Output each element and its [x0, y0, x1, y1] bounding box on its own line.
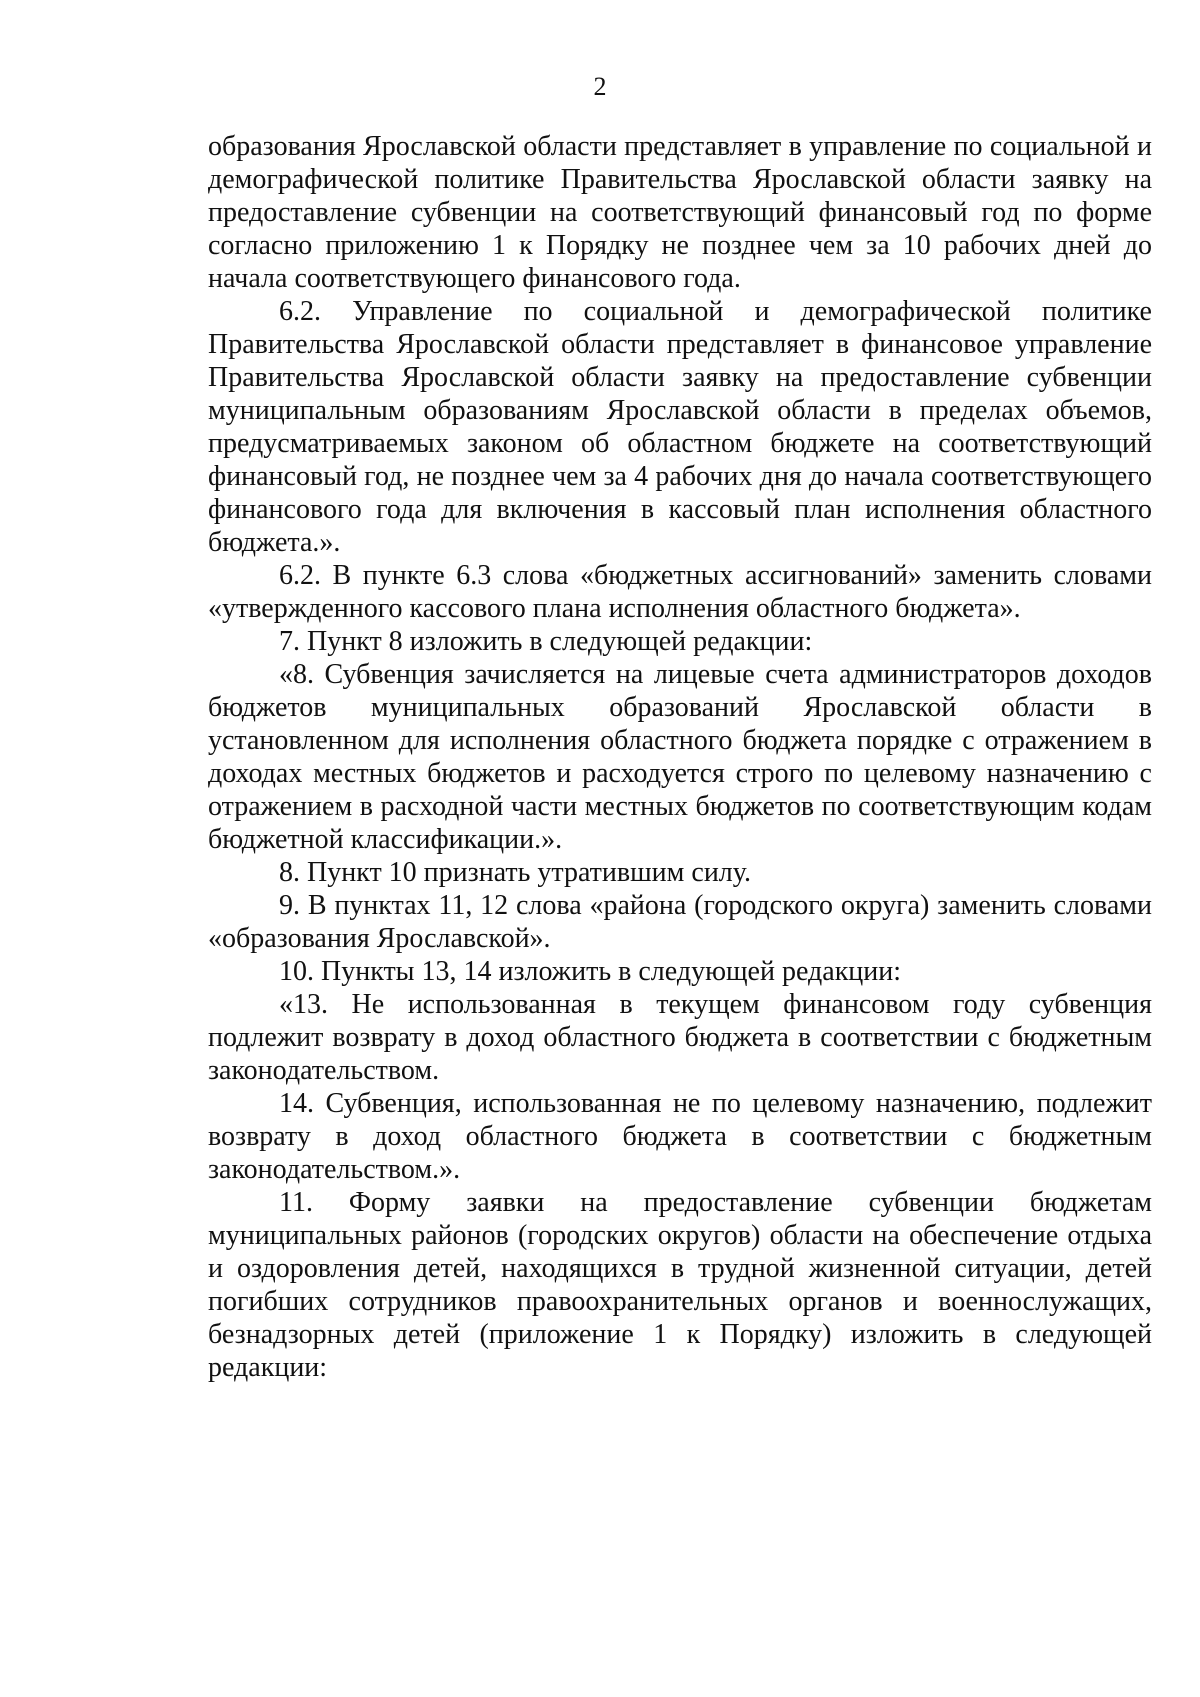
paragraph-13-quote: «13. Не использованная в текущем финансовом году субвенция подлежит возврату в доход областного бюджета в соответствии с бюджетным законодательством. [208, 989, 1152, 1086]
paragraph-9: 9. В пунктах 11, 12 слова «района (городского округа) заменить словами «образования Ярославской». [208, 890, 1152, 954]
paragraph-14-quote: 14. Субвенция, использованная не по целевому назначению, подлежит возврату в доход областного бюджета в соответствии с бюджетным законодательством.». [208, 1088, 1152, 1185]
paragraph-11: 11. Форму заявки на предоставление субвенции бюджетам муниципальных районов (городских округов) области на обеспечение отдыха и оздоровления детей, находящихся в трудной жизненной ситуации, детей погибших сотрудников правоохранительных органов и военнослужащих, безнадзорных детей (приложение 1 к Порядку) изложить в следующей редакции: [208, 1187, 1152, 1383]
paragraph-continuation: образования Ярославской области представляет в управление по социальной и демографической политике Правительства Ярославской области заявку на предоставление субвенции на соответствующий финансовый год по форме согласно приложению 1 к Порядку не позднее чем за 10 рабочих дней до начала соответствующего финансового года. [208, 131, 1152, 294]
document-body [208, 130, 1152, 1384]
paragraph-6-2-department: 6.2. Управление по социальной и демографической политике Правительства Ярославской области представляет в финансовое управление Правительства Ярославской области заявку на предоставление субвенции муниципальным образованиям Ярославской области в пределах объемов, предусматриваемых законом об областном бюджете на соответствующий финансовый год, не позднее чем за 4 рабочих дня до начала соответствующего финансового года для включения в кассовый план исполнения областного бюджета.». [208, 296, 1152, 558]
paragraph-10: 10. Пункты 13, 14 изложить в следующей редакции: [279, 956, 902, 987]
paragraph-7: 7. Пункт 8 изложить в следующей редакции: [279, 626, 813, 657]
paragraph-8-quote: «8. Субвенция зачисляется на лицевые счета администраторов доходов бюджетов муниципальных образований Ярославской области в установленном для исполнения областного бюджета порядке с отражением в доходах местных бюджетов и расходуется строго по целевому назначению с отражением в расходной части местных бюджетов по соответствующим кодам бюджетной классификации.». [208, 659, 1152, 855]
page-number: 2 [593, 72, 607, 101]
paragraph-6-2-amendment: 6.2. В пункте 6.3 слова «бюджетных ассигнований» заменить словами «утвержденного кассового плана исполнения областного бюджета». [208, 560, 1152, 624]
paragraph-8: 8. Пункт 10 признать утратившим силу. [279, 857, 751, 888]
